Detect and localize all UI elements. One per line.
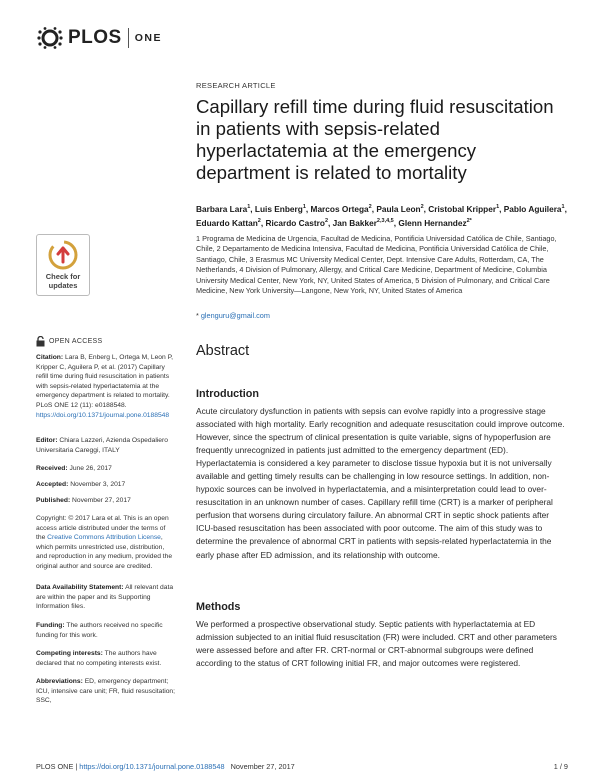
plos-logo-icon xyxy=(36,26,66,50)
accepted-date: November 3, 2017 xyxy=(70,481,126,488)
abbreviations-label: Abbreviations: xyxy=(36,678,83,685)
data-availability-text: All relevant data are within the paper and its Supporting Information files. xyxy=(36,584,174,611)
author-name: Paula Leon xyxy=(376,203,421,214)
abstract-heading: Abstract xyxy=(196,343,250,359)
page-number: 1 / 9 xyxy=(553,762,568,771)
editor-text: Chiara Lazzeri, Azienda Ospedaliero Universitaria Careggi, ITALY xyxy=(36,437,168,454)
footer-separator: | xyxy=(73,762,80,771)
citation-doi-link[interactable]: https://doi.org/10.1371/journal.pone.0188548 xyxy=(36,411,170,419)
published-label: Published: xyxy=(36,497,71,504)
section-heading-introduction: Introduction xyxy=(196,388,259,400)
funding-text: The authors received no specific funding for this work. xyxy=(36,622,163,639)
author-name: Cristobal Kripper xyxy=(428,203,497,214)
abbreviations-text: ED, emergency department; ICU, intensive care unit; FR, fluid resuscitation; SSC, xyxy=(36,678,176,705)
author-name: Eduardo Kattan xyxy=(196,218,258,229)
open-lock-icon xyxy=(36,336,45,347)
editor-label: Editor: xyxy=(36,437,58,444)
author-affiliation-mark: 2 xyxy=(368,204,372,210)
footer-journal: PLOS ONE xyxy=(36,762,74,771)
citation-block xyxy=(36,353,176,420)
open-access-label xyxy=(36,336,102,347)
citation-label: Citation: xyxy=(36,354,64,361)
received-block xyxy=(36,464,176,474)
author-name: Ricardo Castro xyxy=(265,218,325,229)
check-for-updates-badge[interactable] xyxy=(36,234,90,296)
email-link[interactable]: glenguru@gmail.com xyxy=(200,311,270,320)
section-text-methods: We performed a prospective observational study. Septic patients with hyperlactatemia at ED admission subjected to an initial fluid resuscitation (FR) were included. CRT and other parameters were assessed before and after FR. CRT-normal or CRT-abnormal subgroups were defined according to the status of CRT following initial FR, and major outcomes were registered. xyxy=(196,619,557,669)
section-heading-methods: Methods xyxy=(196,601,241,613)
received-date: June 26, 2017 xyxy=(69,465,112,472)
journal-name: PLOS xyxy=(68,27,122,48)
author-list: Barbara Lara$^1$, Luis Enberg$^1$, Marcos Ortega$^2$, Paula Leon$^2$, Cristobal Kripper$^1$, Pablo Aguilera$^1$, Eduardo Kattan$^2$, Ricardo Castro$^2$, Jan Bakker$^{2,3,4,5}$, Glenn Hernandez$^{2*}$ xyxy=(196,203,567,229)
author-affiliation-mark: 2,3,4,5 xyxy=(376,218,394,225)
data-availability-block xyxy=(36,583,176,612)
funding-block xyxy=(36,621,176,640)
author-name: Pablo Aguilera xyxy=(503,203,562,214)
license-link[interactable]: Creative Commons Attribution License xyxy=(47,534,161,542)
copyright-block xyxy=(36,514,176,572)
author-affiliation-mark: 1 xyxy=(496,204,500,210)
author-affiliation-mark: 2 xyxy=(257,218,261,225)
editor-block xyxy=(36,436,176,455)
author-name: Jan Bakker xyxy=(332,218,377,229)
competing-interests-block xyxy=(36,649,176,668)
check-updates-label: Check for updates xyxy=(45,272,81,290)
journal-sub: ONE xyxy=(134,32,162,44)
article-title: Capillary refill time during fluid resuscitation in patients with sepsis-related hyperlactatemia at the emergency department is related to mortality xyxy=(196,96,554,183)
plos-one-logo xyxy=(36,26,162,50)
published-date: November 27, 2017 xyxy=(72,497,131,504)
author-affiliation-mark: 1 xyxy=(302,204,306,210)
footer-doi-link[interactable]: https://doi.org/10.1371/journal.pone.0188548 xyxy=(79,762,225,771)
author-affiliation-mark: 2 xyxy=(324,218,329,225)
author-name: Barbara Lara xyxy=(196,203,248,214)
corresponding-email xyxy=(196,311,270,320)
email-prefix: * xyxy=(196,311,201,320)
affiliations: 1 Programa de Medicina de Urgencia, Facultad de Medicina, Pontificia Universidad Católica de Chile, Santiago, Chile, 2 Departamento de Medicina Intensiva, Facultad de Medicina, Pontificia Universidad Católica de Chile, Santiago, Chile, 3 Erasmus MC University Medical Center, Dept. Intensive Care Adults, Rotterdam, CA, The Netherlands, 4 Division of Pulmonary, Allergy, and Critical Care Medicine, Department of Medicine, Columbia University Medical Center, New York, NY, United States of America, 5 Division of Pulmonary, and Critical Care Medicine, New York University—Langone, New York, NY, United States of America xyxy=(196,234,557,296)
section-text-introduction: Acute circulatory dysfunction in patients with sepsis can evolve rapidly into a progressive stage associated with high mortality. Early recognition and adequate resuscitation could improve outcome. However, since the spectrum of clinical presentation is quite variable, signs of hypoperfusion are frequently unrecognized in patients just admitted to the emergency department (ED). Hyperlactatemia is considered a key parameter to disclose tissue hypoxia but it is not universally available and getting timely results can be challenging in low resource settings. In addition, non-hypoxic sources can be involved in hyperlactatemia, and a misinterpretation could lead to over-resuscitation in an unknown number of cases. Capillary refill time (CRT) is a marker of peripheral perfusion that worsens during circulatory failure. An abnormal CRT in septic shock patients after ICU-based resuscitation has been associated with poor outcome. The aim of this study was to determine the prevalence of abnormal CRT in patients with sepsis-related hyperlactatemia in the early phase after ED admission, and its relationship with outcome. xyxy=(196,406,565,560)
citation-text: Lara B, Enberg L, Ortega M, Leon P, Kripper C, Aguilera P, et al. (2017) Capillary refill time during fluid resuscitation in patients with sepsis-related hyperlactatemia at the emergency department is related to mortality. PLoS ONE 12 (11): e0188548. xyxy=(36,354,174,409)
abbreviations-block xyxy=(36,677,176,706)
check-updates-icon xyxy=(48,240,78,270)
article-type: RESEARCH ARTICLE xyxy=(196,81,276,90)
competing-interests-text: The authors have declared that no competing interests exist. xyxy=(36,650,162,667)
accepted-label: Accepted: xyxy=(36,481,69,488)
copyright-text-a: Copyright: © 2017 Lara et al. This is an open access article distributed under the terms of the xyxy=(36,515,169,542)
data-availability-label: Data Availability Statement: xyxy=(36,584,124,591)
author-affiliation-mark: 2* xyxy=(466,218,472,225)
competing-interests-label: Competing interests: xyxy=(36,650,103,657)
published-block xyxy=(36,496,176,506)
open-access-text: OPEN ACCESS xyxy=(49,338,103,345)
page-footer xyxy=(36,762,295,771)
accepted-block xyxy=(36,480,176,490)
author-affiliation-mark: 1 xyxy=(247,204,251,210)
author-name: Luis Enberg xyxy=(254,203,303,214)
author-affiliation-mark: 1 xyxy=(561,204,565,210)
author-name: Marcos Ortega xyxy=(310,203,369,214)
received-label: Received: xyxy=(36,465,68,472)
funding-label: Funding: xyxy=(36,622,65,629)
footer-date: November 27, 2017 xyxy=(230,762,295,771)
logo-divider xyxy=(128,28,129,48)
author-affiliation-mark: 2 xyxy=(420,204,424,210)
copyright-text-b: , which permits unrestricted use, distribution, and reproduction in any medium, provided the original author and source are credited. xyxy=(36,534,173,570)
author-name: Glenn Hernandez xyxy=(398,218,467,229)
